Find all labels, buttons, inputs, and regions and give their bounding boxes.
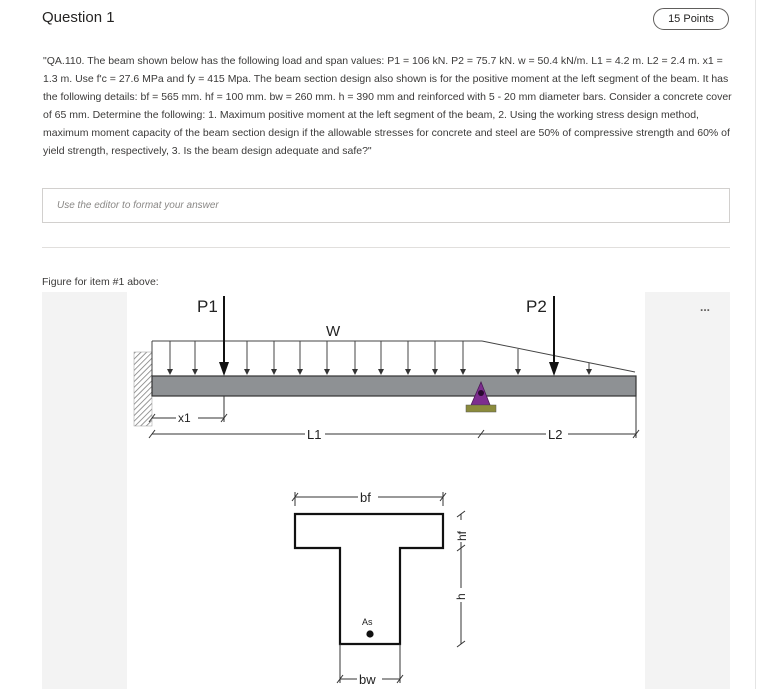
fixed-support-wall bbox=[134, 352, 152, 426]
more-options-icon[interactable]: ... bbox=[700, 300, 711, 314]
l1-label: L1 bbox=[307, 427, 322, 442]
page-scroll-divider bbox=[755, 0, 756, 689]
p1-load-arrow bbox=[219, 296, 229, 376]
bf-label: bf bbox=[360, 490, 371, 505]
figure-caption: Figure for item #1 above: bbox=[42, 276, 159, 288]
h-label: h bbox=[454, 593, 468, 600]
section-divider bbox=[42, 247, 730, 248]
hf-label: hf bbox=[455, 530, 469, 541]
figure-backdrop-right bbox=[645, 292, 730, 689]
distributed-load-arrows bbox=[167, 341, 592, 375]
beam bbox=[152, 376, 636, 396]
w-label: W bbox=[326, 323, 341, 340]
answer-placeholder: Use the editor to format your answer bbox=[57, 200, 219, 211]
as-label: As bbox=[362, 617, 373, 627]
rebar-as bbox=[366, 630, 373, 637]
l2-label: L2 bbox=[548, 427, 563, 442]
x1-label: x1 bbox=[178, 411, 191, 425]
beam-diagram bbox=[127, 292, 645, 689]
p1-label: P1 bbox=[197, 297, 218, 316]
question-text: "QA.110. The beam shown below has the following load and span values: P1 = 106 kN. P2 = 75.7 kN. w = 50.4 kN/m. L1 = 4.2 m. L2 = 2.4 m. x1 = 1.3 m. Use f'c = 27.6 MPa and fy = 415 Mpa. The beam section design also shown is for the positive moment at the left segment of the beam. It has the following details: bf = 565 mm. hf = 100 mm. bw = 260 mm. h = 390 mm and reinforced with 5 - 20 mm diameter bars. Consider a concrete cover of 65 mm. Determine the following: 1. Maximum positive moment at the left segment of the beam, 2. Using the working stress design method, maximum moment capacity of the beam section design if the allowable stresses for concrete and steel are 50% of compressive strength and 60% of yield strength, respectively, 3. Is the beam design adequate and safe?" bbox=[43, 55, 732, 157]
p2-label: P2 bbox=[526, 297, 547, 316]
beam-figure[interactable] bbox=[127, 292, 645, 689]
figure-backdrop-left bbox=[42, 292, 127, 689]
points-badge: 15 Points bbox=[653, 8, 729, 30]
bw-label: bw bbox=[359, 672, 376, 687]
p2-load-arrow bbox=[549, 296, 559, 376]
question-title: Question 1 bbox=[42, 9, 115, 26]
answer-input[interactable] bbox=[42, 188, 730, 223]
